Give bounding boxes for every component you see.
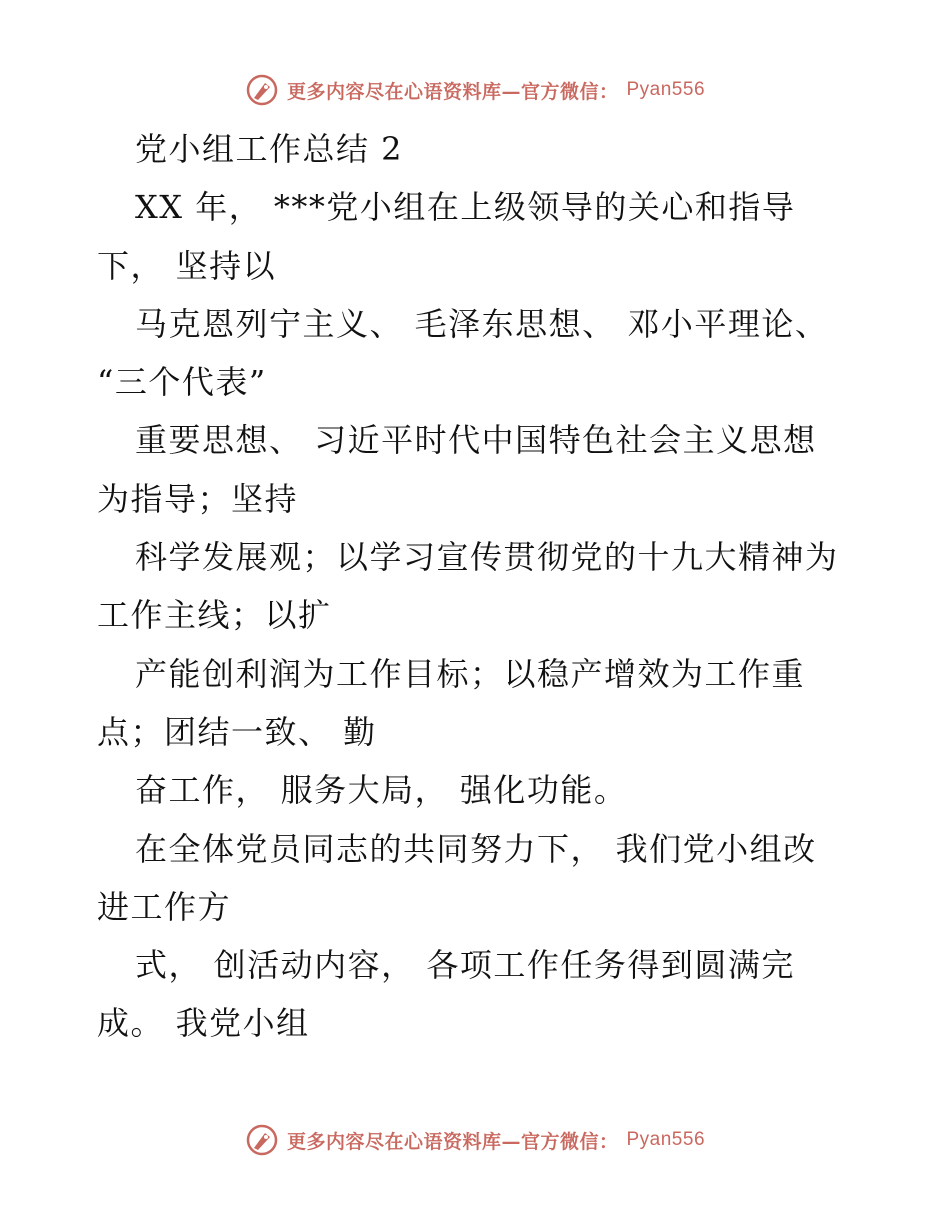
paragraph-line: 产能创利润为工作目标；以稳产增效为工作重 — [135, 654, 806, 693]
watermark-text: 更多内容尽在心语资料库—官方微信： — [286, 1130, 619, 1153]
paragraph-line: 奋工作， 服务大局， 强化功能。 — [135, 771, 628, 810]
paragraph-line: 式， 创活动内容， 各项工作任务得到圆满完 — [135, 946, 795, 985]
paragraph-line: 成。 我党小组 — [97, 1004, 310, 1043]
paragraph-line: 工作主线；以扩 — [97, 596, 332, 635]
paragraph-line: 进工作方 — [97, 887, 232, 926]
paragraph-line: 马克恩列宁主义、 毛泽东思想、 邓小平理论、 — [135, 304, 829, 343]
pen-nib-logo-icon — [245, 1123, 279, 1157]
paragraph-line: 科学发展观；以学习宣传贯彻党的十九大精神为 — [135, 538, 839, 577]
watermark-account: Pyan556 — [626, 1129, 706, 1150]
header-watermark — [0, 70, 950, 110]
watermark-account: Pyan556 — [626, 79, 706, 100]
document-body — [97, 120, 857, 1053]
watermark-text: 更多内容尽在心语资料库—官方微信： — [286, 80, 619, 103]
document-title: 党小组工作总结 2 — [135, 130, 404, 168]
paragraph-line: 在全体党员同志的共同努力下， 我们党小组改 — [135, 829, 817, 868]
paragraph-line: 点；团结一致、 勤 — [97, 712, 377, 751]
paragraph-line: 下， 坚持以 — [97, 246, 277, 285]
footer-watermark — [0, 1120, 950, 1160]
paragraph-line: “三个代表” — [97, 363, 267, 402]
paragraph-line: 重要思想、 习近平时代中国特色社会主义思想 — [135, 421, 817, 460]
paragraph-line: XX 年， ***党小组在上级领导的关心和指导 — [135, 188, 796, 227]
pen-nib-logo-icon — [245, 73, 279, 107]
paragraph-line: 为指导；坚持 — [97, 479, 299, 518]
